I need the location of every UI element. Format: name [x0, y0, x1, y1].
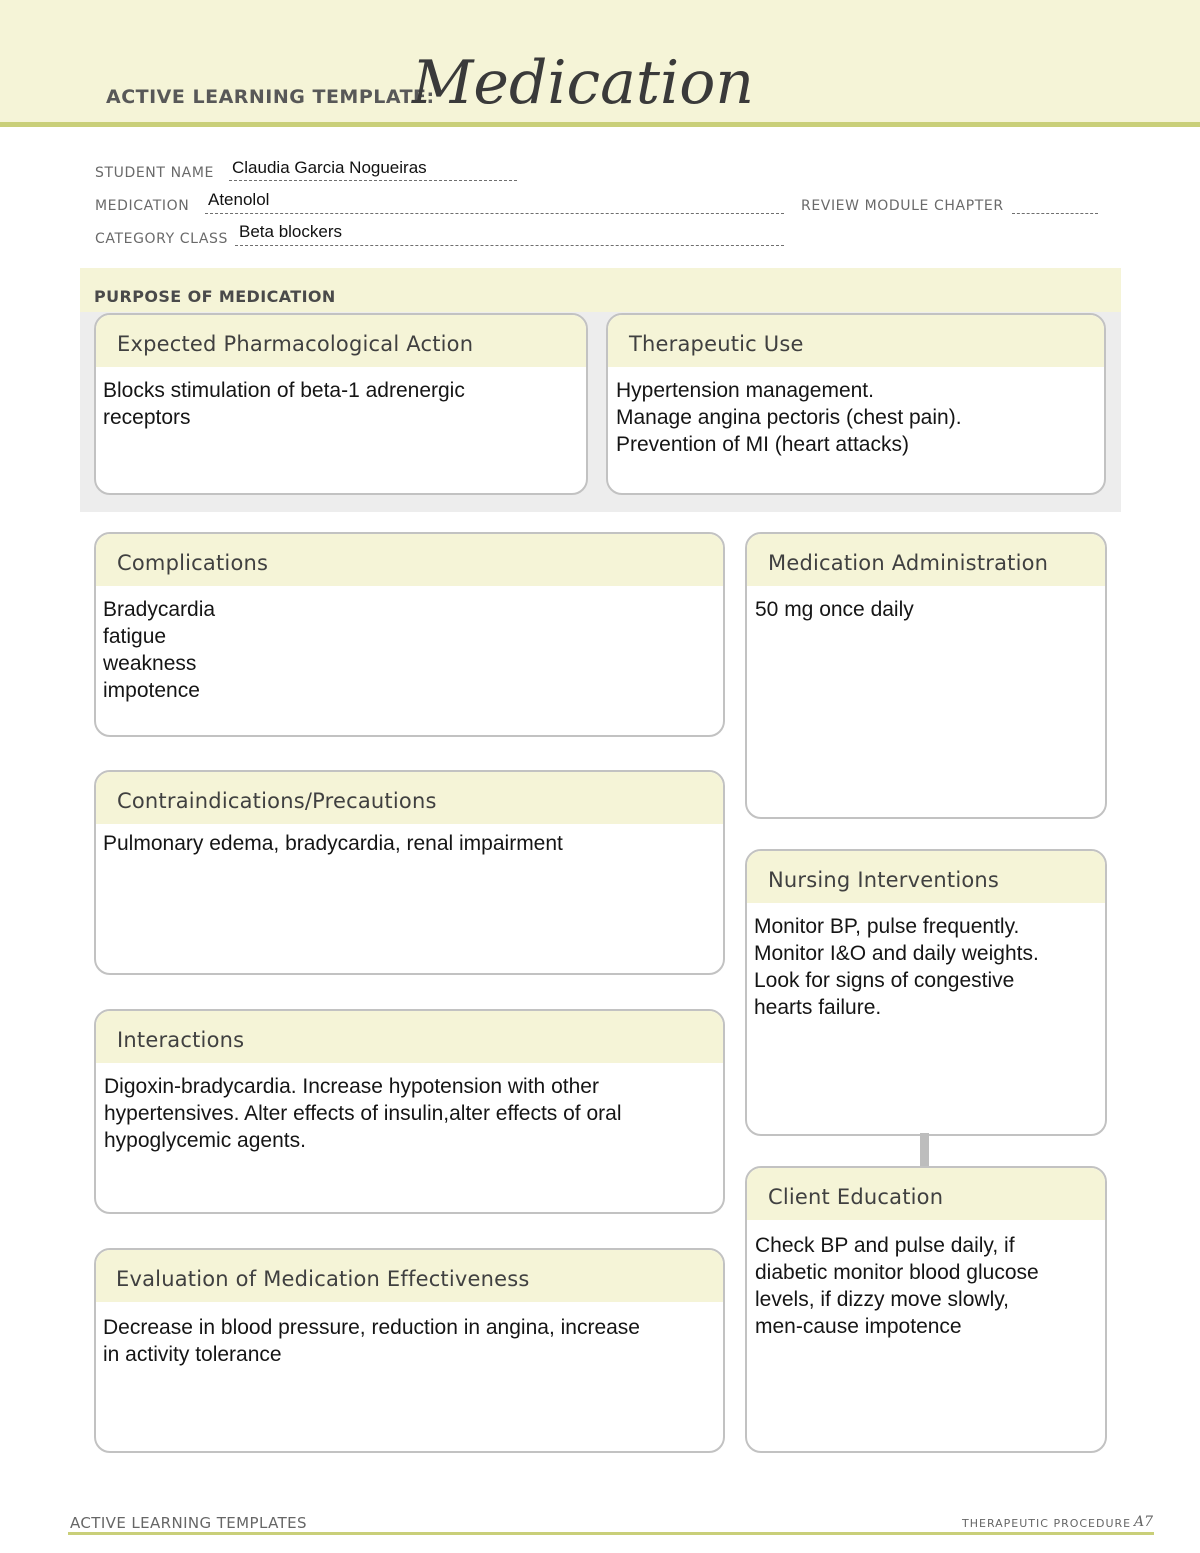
- text-line: Look for signs of congestive: [754, 969, 1015, 992]
- text-line: Bradycardia: [103, 598, 216, 621]
- student-name-label: STUDENT NAME: [95, 165, 214, 181]
- complications-text[interactable]: [96, 586, 723, 704]
- text-line: hypertensives. Alter effects of insulin,alter effects of oral: [104, 1102, 622, 1125]
- text-line: Check BP and pulse daily, if: [755, 1234, 1015, 1257]
- connector: [920, 1133, 929, 1167]
- text-line: 50 mg once daily: [755, 598, 914, 621]
- text-line: fatigue: [103, 625, 167, 648]
- therapeutic-use-text[interactable]: [608, 367, 1104, 458]
- category-class-label: CATEGORY CLASS: [95, 231, 229, 247]
- text-line: receptors: [103, 406, 191, 429]
- evaluation-card: [94, 1248, 725, 1453]
- text-line: Digoxin-bradycardia. Increase hypotension with other: [104, 1075, 599, 1098]
- template-title: Medication: [412, 48, 754, 118]
- template-label: ACTIVE LEARNING TEMPLATE:: [106, 86, 435, 108]
- text-line: Decrease in blood pressure, reduction in angina, increase: [103, 1316, 640, 1339]
- footer-page-number: A7: [1134, 1514, 1154, 1530]
- footer-right: THERAPEUTIC PROCEDURE: [962, 1517, 1132, 1530]
- student-name-field[interactable]: Claudia Garcia Nogueiras: [232, 158, 427, 177]
- client-education-card: [745, 1166, 1107, 1453]
- text-line: Monitor BP, pulse frequently.: [754, 915, 1020, 938]
- text-line: Hypertension management.: [616, 379, 874, 402]
- medication-administration-card: [745, 532, 1107, 819]
- client-education-title: Client Education: [747, 1168, 1105, 1220]
- contraindications-text[interactable]: [96, 824, 723, 857]
- expected-action-card: [94, 313, 588, 495]
- expected-action-title: Expected Pharmacological Action: [96, 315, 586, 367]
- text-line: weakness: [103, 652, 197, 675]
- nursing-interventions-card: [745, 849, 1107, 1136]
- complications-card: [94, 532, 725, 737]
- therapeutic-use-title: Therapeutic Use: [608, 315, 1104, 367]
- purpose-label: PURPOSE OF MEDICATION: [94, 287, 336, 306]
- text-line: impotence: [103, 679, 200, 702]
- interactions-text[interactable]: [96, 1063, 723, 1154]
- contraindications-title: Contraindications/Precautions: [96, 772, 723, 824]
- text-line: diabetic monitor blood glucose: [755, 1261, 1039, 1284]
- review-module-line: [1012, 213, 1098, 214]
- review-module-label: REVIEW MODULE CHAPTER: [801, 198, 1004, 214]
- student-name-line: [229, 180, 517, 181]
- text-line: Manage angina pectoris (chest pain).: [616, 406, 962, 429]
- medication-administration-title: Medication Administration: [747, 534, 1105, 586]
- nursing-interventions-text[interactable]: [747, 903, 1105, 1021]
- text-line: in activity tolerance: [103, 1343, 282, 1366]
- complications-title: Complications: [96, 534, 723, 586]
- text-line: hypoglycemic agents.: [104, 1129, 306, 1152]
- text-line: Blocks stimulation of beta-1 adrenergic: [103, 379, 465, 402]
- text-line: men-cause impotence: [755, 1315, 962, 1338]
- text-line: Monitor I&O and daily weights.: [754, 942, 1039, 965]
- evaluation-text[interactable]: [96, 1302, 723, 1368]
- text-line: levels, if dizzy move slowly,: [755, 1288, 1010, 1311]
- medication-administration-text[interactable]: [747, 586, 1105, 623]
- footer-left: ACTIVE LEARNING TEMPLATES: [70, 1514, 307, 1532]
- therapeutic-use-card: [606, 313, 1106, 495]
- medication-label: MEDICATION: [95, 198, 190, 214]
- expected-action-text[interactable]: [96, 367, 586, 431]
- category-class-line: [235, 245, 784, 246]
- text-line: hearts failure.: [754, 996, 882, 1019]
- interactions-card: [94, 1009, 725, 1214]
- interactions-title: Interactions: [96, 1011, 723, 1063]
- text-line: Prevention of MI (heart attacks): [616, 433, 909, 456]
- client-education-text[interactable]: [747, 1220, 1105, 1340]
- footer-rule: [68, 1532, 1154, 1535]
- nursing-interventions-title: Nursing Interventions: [747, 851, 1105, 903]
- text-line: Pulmonary edema, bradycardia, renal impairment: [103, 832, 563, 855]
- contraindications-card: [94, 770, 725, 975]
- evaluation-title: Evaluation of Medication Effectiveness: [96, 1250, 723, 1302]
- category-class-field[interactable]: Beta blockers: [239, 222, 342, 241]
- header-rule: [0, 122, 1200, 127]
- medication-line: [205, 213, 784, 214]
- medication-field[interactable]: Atenolol: [208, 190, 270, 209]
